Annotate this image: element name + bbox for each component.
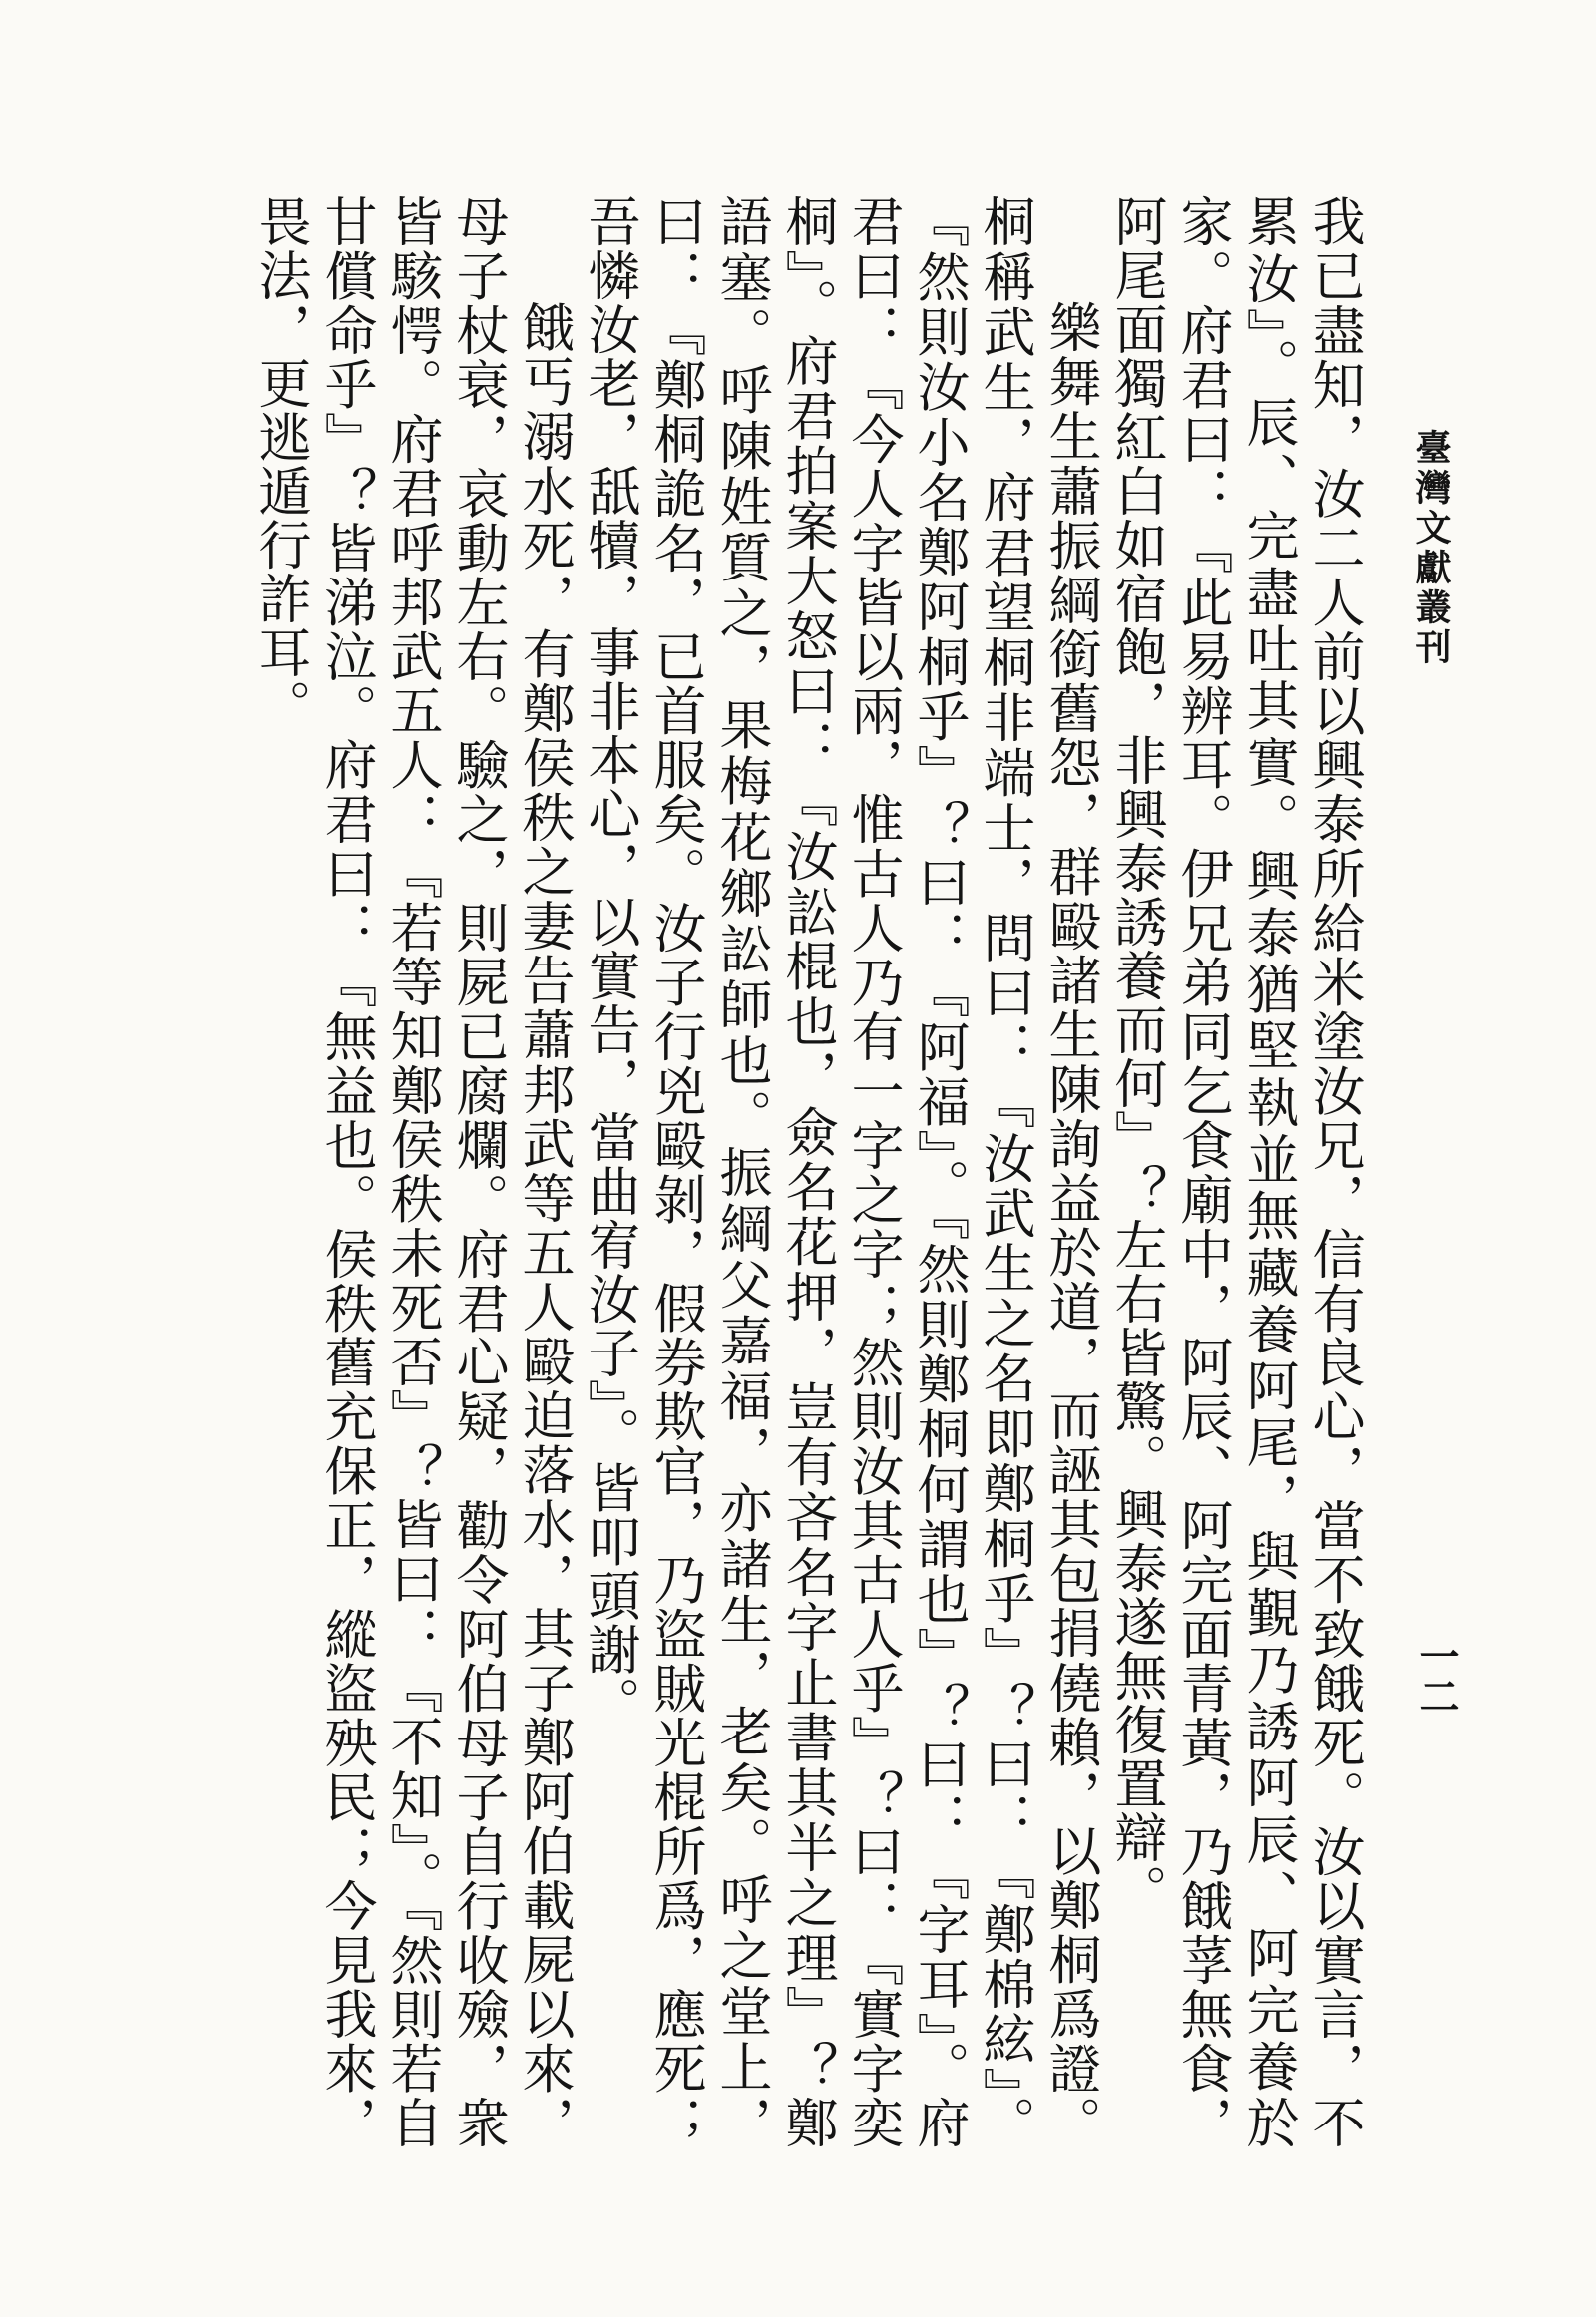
paragraph-2: 樂舞生蕭振綱銜舊怨，群毆諸生陳詢益於道，而誣其包捐僥賴，以鄭桐爲證。桐稱武生，府君望桐非端士，問曰：『汝武生之名即鄭桐乎』？曰：『鄭棉絃』。『然則汝小名鄭阿桐乎』？曰：『阿福』。『然則鄭桐何謂也』？曰：『字耳』。府君曰：『今人字皆以兩，惟古人乃有一字之字；然則汝其古人乎』？曰：『實字奕桐』。府君拍案大怒曰：『汝訟棍也，僉名花押，豈有吝名字止書其半之理』？鄭語塞。呼陳姓質之，果梅花鄉訟師也。振綱父嘉福，亦諸生，老矣。呼之堂上，曰：『鄭桐詭名，已首服矣。汝子行兇毆剝，假券欺官，乃盜賊光棍所爲，應死；吾憐汝老，舐犢，事非本心，以實告，當曲宥汝子』。皆叩頭謝。 [580, 194, 1101, 2149]
running-head-title: 臺灣文獻叢刊 [1410, 429, 1452, 668]
paragraph-3: 餓丐溺水死，有鄭侯秩之妻告蕭邦武等五人毆迫落水，其子鄭阿伯載屍以來，母子杖衰，哀動左右。驗之，則屍已腐爛。府君心疑，勸令阿伯母子自行收殮，衆皆駭愕。府君呼邦武五人：『若等知鄭侯秩未死否』？皆曰：『不知』。『然則若自甘償命乎』？皆涕泣。府君曰：『無益也。侯秩舊充保正，縱盜殃民；今見我來，畏法，更逃遁行詐耳。 [250, 194, 575, 2149]
paragraph-1: 我已盡知，汝二人前以興泰所給米塗汝兄，信有良心，當不致餓死。汝以實言，不累汝』。辰、完盡吐其實。興泰猶堅執並無藏養阿尾，與覲乃誘阿辰、阿完養於家。府君曰：『此易辨耳。伊兄弟同乞食廟中，阿辰、阿完面青黃，乃餓莩無食，阿尾面獨紅白如宿飽，非興泰誘養而何』？左右皆驚。興泰遂無復置辯。 [1106, 194, 1365, 2149]
page-number: 一二 [1413, 1636, 1460, 1716]
vertical-text-block [247, 194, 1367, 2149]
